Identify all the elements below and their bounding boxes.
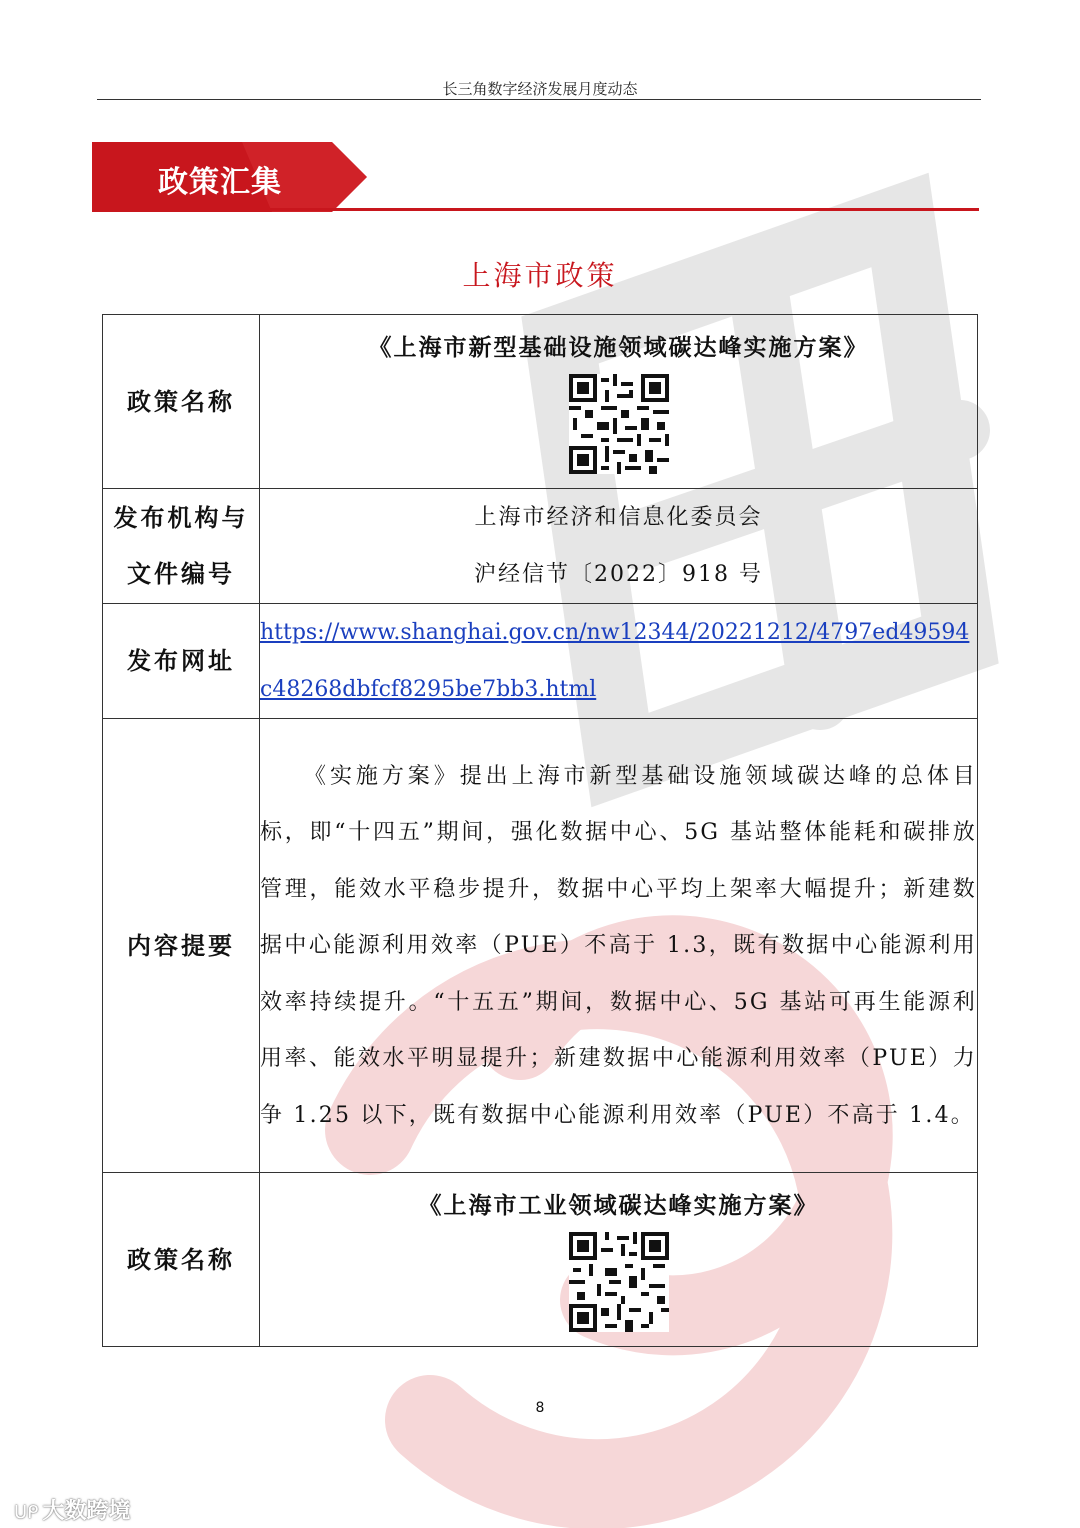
issuer-name: 上海市经济和信息化委员会 — [474, 505, 763, 530]
qr-code-icon — [569, 374, 669, 474]
label-issuer-line2: 文件编号 — [127, 560, 235, 588]
running-header: 长三角数字经济发展月度动态 — [442, 80, 638, 98]
policy-name-2: 《上海市工业领域碳达峰实施方案》 — [418, 1193, 819, 1219]
policy-name-cell — [260, 315, 978, 489]
policy-url-link[interactable]: https://www.shanghai.gov.cn/nw12344/20221212/4797ed49594c48268dbfcf8295be7bb3.html — [260, 620, 970, 702]
city-title: 上海市政策 — [462, 259, 618, 292]
section-banner — [92, 142, 367, 212]
policy-name-cell-2 — [260, 1173, 978, 1347]
brand-watermark — [14, 1494, 131, 1525]
brand-logo-icon: ᑌᑭ — [14, 1502, 39, 1523]
policy-summary: 《实施方案》提出上海市新型基础设施领域碳达峰的总体目标，即“十四五”期间，强化数据中心、5G 基站整体能耗和碳排放管理，能效水平稳步提升，数据中心平均上架率大幅提升；新建数据中心能源利用效率（PUE）不高于 1.3，既有数据中心能源利用效率持续提升。“十五五”期间，数据中心、5G 基站可再生能源利用率、能效水平明显提升；新建数据中心能源利用效率（PUE）力争 1.25 以下，既有数据中心能源利用效率（PUE）不高于 1.4。 — [260, 763, 977, 1128]
doc-number: 沪经信节〔2022〕918 号 — [474, 562, 763, 587]
page-number: 8 — [535, 1400, 545, 1416]
qr-code-wrap — [260, 374, 977, 478]
brand-name: 大数跨境 — [42, 1499, 131, 1524]
label-policy-name-2: 政策名称 — [103, 1173, 260, 1347]
table-row — [103, 604, 978, 719]
policy-table — [102, 314, 978, 1347]
label-issuer-line1: 发布机构与 — [113, 504, 249, 532]
label-policy-name: 政策名称 — [103, 315, 260, 489]
table-row — [103, 719, 978, 1173]
issuer-cell — [260, 489, 978, 604]
section-title: 政策汇集 — [158, 165, 282, 200]
url-cell — [260, 604, 978, 719]
qr-code-wrap-2 — [260, 1232, 977, 1336]
header-rule — [97, 99, 981, 100]
table-row — [103, 315, 978, 489]
table-row — [103, 489, 978, 604]
label-issuer — [103, 489, 260, 604]
summary-cell — [260, 719, 978, 1173]
policy-name: 《上海市新型基础设施领域碳达峰实施方案》 — [368, 335, 869, 361]
section-rule — [92, 208, 979, 211]
table-row — [103, 1173, 978, 1347]
label-url: 发布网址 — [103, 604, 260, 719]
qr-code-icon — [569, 1232, 669, 1332]
label-summary: 内容提要 — [103, 719, 260, 1173]
